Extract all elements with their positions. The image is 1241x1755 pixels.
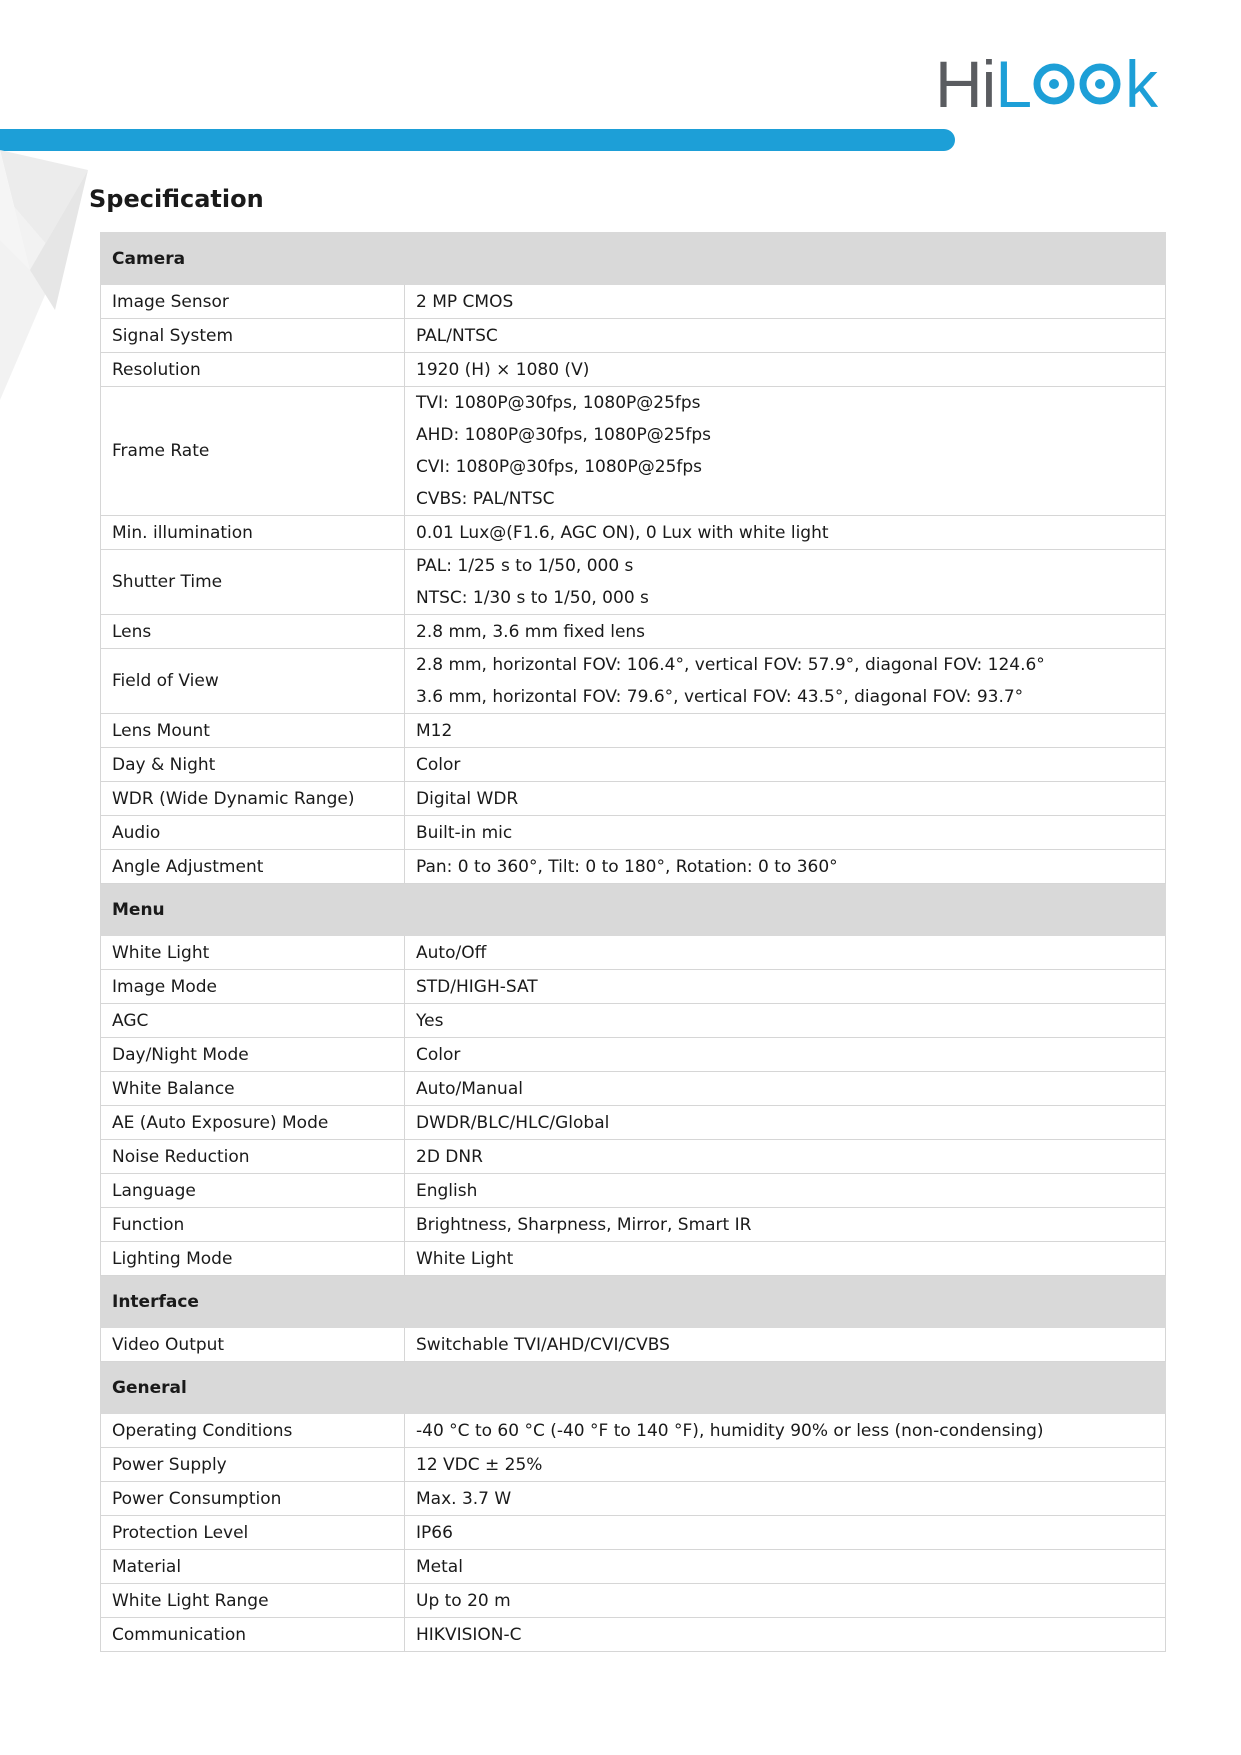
spec-row	[101, 1584, 1166, 1618]
spec-label: Lens Mount	[101, 714, 405, 748]
spec-label: Video Output	[101, 1328, 405, 1362]
spec-value-cell	[405, 936, 1166, 970]
spec-value: NTSC: 1/30 s to 1/50, 000 s	[416, 588, 649, 608]
spec-label: Angle Adjustment	[101, 850, 405, 884]
spec-value: HIKVISION-C	[416, 1624, 522, 1645]
spec-row	[101, 1242, 1166, 1276]
spec-value-cell	[405, 1584, 1166, 1618]
spec-value-cell	[405, 1072, 1166, 1106]
spec-label: Function	[101, 1208, 405, 1242]
spec-label: Protection Level	[101, 1516, 405, 1550]
spec-label: White Light Range	[101, 1584, 405, 1618]
spec-value-cell	[405, 615, 1166, 649]
specification-table	[100, 232, 1166, 1652]
spec-label: Power Consumption	[101, 1482, 405, 1516]
spec-value: 2D DNR	[416, 1146, 483, 1167]
spec-value-cell	[405, 387, 1166, 516]
spec-label: Power Supply	[101, 1448, 405, 1482]
section-header-row	[101, 233, 1166, 285]
spec-row	[101, 550, 1166, 615]
spec-value: 1920 (H) × 1080 (V)	[416, 359, 590, 380]
spec-label: Lighting Mode	[101, 1242, 405, 1276]
spec-label: Lens	[101, 615, 405, 649]
spec-row	[101, 1072, 1166, 1106]
spec-value: CVBS: PAL/NTSC	[416, 489, 555, 509]
hilook-logo	[935, 47, 1158, 121]
spec-value: PAL/NTSC	[416, 325, 498, 346]
spec-value: PAL: 1/25 s to 1/50, 000 s	[416, 556, 634, 576]
section-heading: Interface	[101, 1276, 1166, 1328]
spec-value-cell	[405, 1242, 1166, 1276]
spec-label: Frame Rate	[101, 387, 405, 516]
spec-label: Field of View	[101, 649, 405, 714]
spec-label: Audio	[101, 816, 405, 850]
spec-value-cell	[405, 1328, 1166, 1362]
spec-row	[101, 1482, 1166, 1516]
spec-row	[101, 1550, 1166, 1584]
spec-label: Day & Night	[101, 748, 405, 782]
spec-value-cell	[405, 1448, 1166, 1482]
spec-label: WDR (Wide Dynamic Range)	[101, 782, 405, 816]
spec-row	[101, 1174, 1166, 1208]
spec-label: Operating Conditions	[101, 1414, 405, 1448]
spec-value-cell	[405, 649, 1166, 714]
corner-decoration-icon	[0, 150, 90, 400]
header-accent-bar	[0, 129, 955, 151]
spec-label: Language	[101, 1174, 405, 1208]
section-heading: General	[101, 1362, 1166, 1414]
logo-eyes-icon	[1032, 62, 1124, 106]
spec-label: White Light	[101, 936, 405, 970]
spec-label: Min. illumination	[101, 516, 405, 550]
spec-value: M12	[416, 720, 453, 741]
spec-value: Color	[416, 754, 461, 775]
section-header-row	[101, 1276, 1166, 1328]
spec-value-cell	[405, 782, 1166, 816]
spec-value: AHD: 1080P@30fps, 1080P@25fps	[416, 425, 712, 445]
spec-value-cell	[405, 816, 1166, 850]
section-header-row	[101, 1362, 1166, 1414]
spec-label: AE (Auto Exposure) Mode	[101, 1106, 405, 1140]
spec-value: -40 °C to 60 °C (-40 °F to 140 °F), humidity 90% or less (non-condensing)	[416, 1420, 1044, 1441]
spec-label: Communication	[101, 1618, 405, 1652]
spec-value-cell	[405, 516, 1166, 550]
spec-value-cell	[405, 1004, 1166, 1038]
spec-label: Resolution	[101, 353, 405, 387]
spec-value: IP66	[416, 1522, 453, 1543]
spec-row	[101, 1448, 1166, 1482]
spec-value: Yes	[416, 1010, 444, 1031]
spec-row	[101, 1140, 1166, 1174]
spec-value: CVI: 1080P@30fps, 1080P@25fps	[416, 457, 703, 477]
spec-row	[101, 782, 1166, 816]
spec-value: 3.6 mm, horizontal FOV: 79.6°, vertical FOV: 43.5°, diagonal FOV: 93.7°	[416, 687, 1024, 707]
section-header-row	[101, 884, 1166, 936]
spec-value: Auto/Off	[416, 942, 487, 963]
spec-row	[101, 1004, 1166, 1038]
spec-label: Noise Reduction	[101, 1140, 405, 1174]
spec-value-cell	[405, 550, 1166, 615]
spec-label: White Balance	[101, 1072, 405, 1106]
spec-value: Max. 3.7 W	[416, 1488, 512, 1509]
spec-value: White Light	[416, 1248, 514, 1269]
spec-value-cell	[405, 1038, 1166, 1072]
spec-value: 2 MP CMOS	[416, 291, 514, 312]
spec-value: 2.8 mm, horizontal FOV: 106.4°, vertical FOV: 57.9°, diagonal FOV: 124.6°	[416, 655, 1045, 675]
spec-value-cell	[405, 1482, 1166, 1516]
spec-value: 0.01 Lux@(F1.6, AGC ON), 0 Lux with white light	[416, 522, 829, 543]
spec-row	[101, 516, 1166, 550]
spec-row	[101, 319, 1166, 353]
spec-row	[101, 1516, 1166, 1550]
spec-label: Day/Night Mode	[101, 1038, 405, 1072]
spec-row	[101, 850, 1166, 884]
spec-value-cell	[405, 353, 1166, 387]
spec-value-cell	[405, 285, 1166, 319]
spec-label: Image Sensor	[101, 285, 405, 319]
spec-row	[101, 936, 1166, 970]
spec-label: Shutter Time	[101, 550, 405, 615]
logo-hi-text: Hi	[935, 47, 996, 121]
spec-value-cell	[405, 1106, 1166, 1140]
spec-row	[101, 816, 1166, 850]
spec-value-cell	[405, 1140, 1166, 1174]
spec-value: Metal	[416, 1556, 463, 1577]
spec-row	[101, 1208, 1166, 1242]
spec-row	[101, 649, 1166, 714]
spec-value-cell	[405, 1550, 1166, 1584]
spec-value-cell	[405, 319, 1166, 353]
spec-row	[101, 615, 1166, 649]
spec-value-cell	[405, 714, 1166, 748]
page-title: Specification	[89, 185, 264, 213]
spec-value: Digital WDR	[416, 788, 519, 809]
spec-value-cell	[405, 1414, 1166, 1448]
section-heading: Menu	[101, 884, 1166, 936]
spec-row	[101, 353, 1166, 387]
spec-value-cell	[405, 850, 1166, 884]
spec-value-cell	[405, 970, 1166, 1004]
spec-value-cell	[405, 748, 1166, 782]
spec-value-cell	[405, 1174, 1166, 1208]
spec-label: Signal System	[101, 319, 405, 353]
spec-row	[101, 714, 1166, 748]
spec-label: Image Mode	[101, 970, 405, 1004]
section-heading: Camera	[101, 233, 1166, 285]
spec-value: Built-in mic	[416, 822, 513, 843]
spec-value: Color	[416, 1044, 461, 1065]
logo-l-text: L	[995, 47, 1032, 121]
spec-value: English	[416, 1180, 478, 1201]
logo-wordmark	[935, 47, 1158, 121]
spec-label: Material	[101, 1550, 405, 1584]
logo-k-text: k	[1125, 47, 1158, 121]
spec-value: Auto/Manual	[416, 1078, 523, 1099]
specification-table-body	[101, 233, 1166, 1652]
spec-value-cell	[405, 1618, 1166, 1652]
spec-value: Switchable TVI/AHD/CVI/CVBS	[416, 1334, 670, 1355]
spec-value: TVI: 1080P@30fps, 1080P@25fps	[416, 393, 701, 413]
spec-value: DWDR/BLC/HLC/Global	[416, 1112, 610, 1133]
spec-value: Up to 20 m	[416, 1590, 511, 1611]
spec-label: AGC	[101, 1004, 405, 1038]
spec-row	[101, 1328, 1166, 1362]
spec-value-cell	[405, 1208, 1166, 1242]
spec-row	[101, 387, 1166, 516]
spec-value: 2.8 mm, 3.6 mm fixed lens	[416, 621, 646, 642]
spec-value-cell	[405, 1516, 1166, 1550]
spec-value: Pan: 0 to 360°, Tilt: 0 to 180°, Rotation: 0 to 360°	[416, 856, 838, 877]
spec-row	[101, 970, 1166, 1004]
spec-row	[101, 748, 1166, 782]
spec-value: STD/HIGH-SAT	[416, 976, 538, 997]
spec-row	[101, 1038, 1166, 1072]
spec-row	[101, 1414, 1166, 1448]
spec-row	[101, 1618, 1166, 1652]
spec-row	[101, 285, 1166, 319]
spec-value: 12 VDC ± 25%	[416, 1454, 543, 1475]
spec-row	[101, 1106, 1166, 1140]
spec-value: Brightness, Sharpness, Mirror, Smart IR	[416, 1214, 752, 1235]
